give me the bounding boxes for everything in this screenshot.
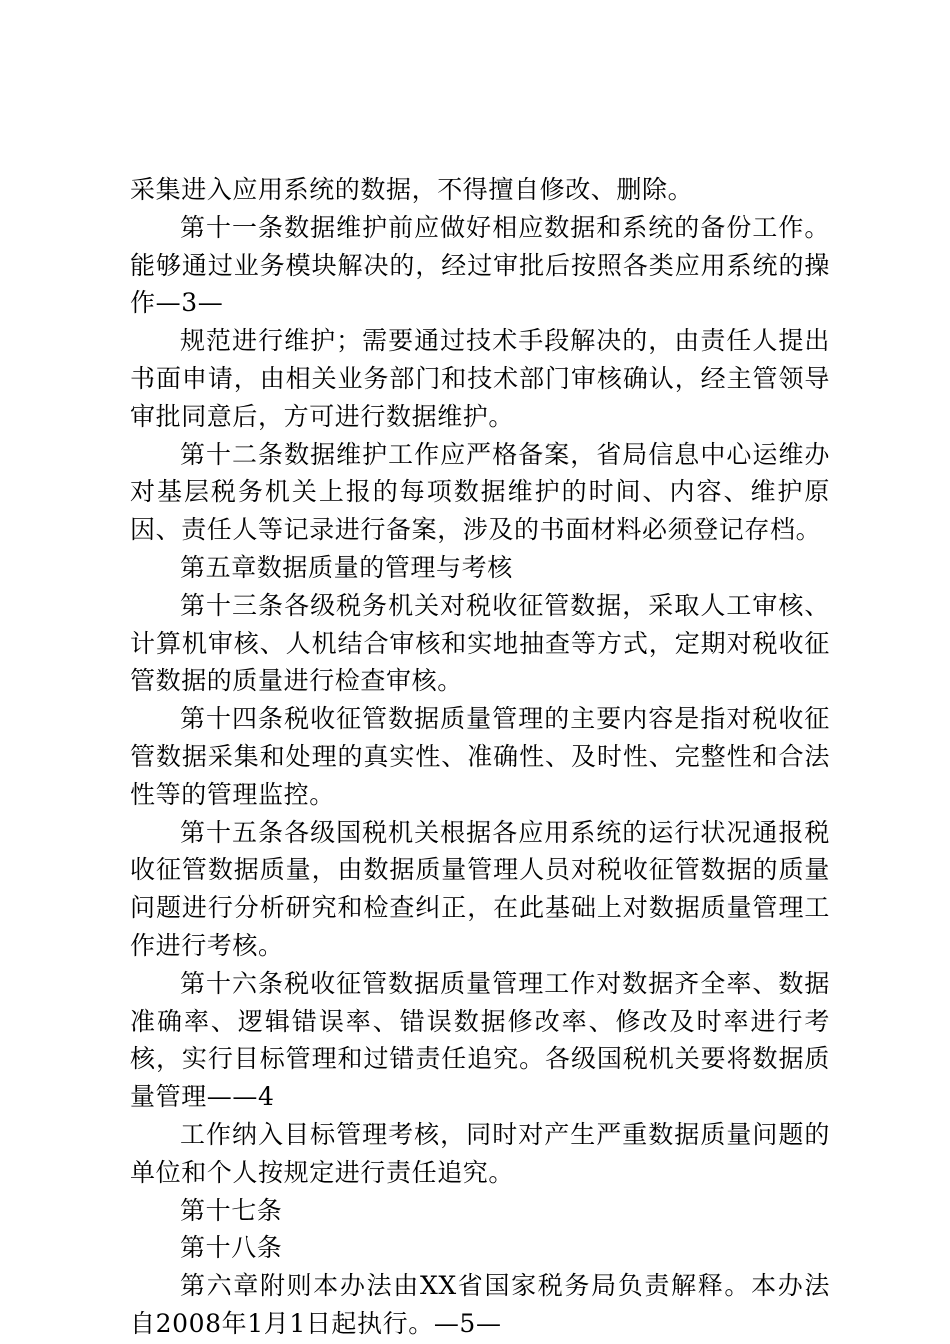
paragraph-article-11: 第十一条数据维护前应做好相应数据和系统的备份工作。能够通过业务模块解决的，经过审批后按照各类应用系统的操作—3— xyxy=(130,212,830,318)
paragraph-maintenance-procedure: 规范进行维护；需要通过技术手段解决的，由责任人提出书面申请，由相关业务部门和技术部门审核确认，经主管领导审批同意后，方可进行数据维护。 xyxy=(130,326,830,431)
paragraph-chapter-6-supplementary: 第六章附则本办法由XX省国家税务局负责解释。本办法自2008年1月1日起执行。—5— xyxy=(130,1271,830,1338)
paragraph-article-13: 第十三条各级税务机关对税收征管数据，采取人工审核、计算机审核、人机结合审核和实地抽查等方式，定期对税收征管数据的质量进行检查审核。 xyxy=(130,590,830,696)
paragraph-article-18: 第十八条 xyxy=(180,1233,283,1263)
paragraph-article-15: 第十五条各级国税机关根据各应用系统的运行状况通报税收征管数据质量，由数据质量管理人员对税收征管数据的质量问题进行分析研究和检查纠正，在此基础上对数据质量管理工作进行考核。 xyxy=(130,817,830,960)
document-body xyxy=(130,171,830,1343)
paragraph-article-16: 第十六条税收征管数据质量管理工作对数据齐全率、数据准确率、逻辑错误率、错误数据修改率、修改及时率进行考核，实行目标管理和过错责任追究。各级国税机关要将数据质量管理——4 xyxy=(130,968,830,1112)
chapter-5-heading: 第五章数据质量的管理与考核 xyxy=(180,552,513,582)
paragraph-data-collection-end: 采集进入应用系统的数据，不得擅自修改、删除。 xyxy=(130,175,694,204)
paragraph-article-17: 第十七条 xyxy=(180,1195,283,1225)
paragraph-accountability: 工作纳入目标管理考核，同时对产生严重数据质量问题的单位和个人按规定进行责任追究。 xyxy=(130,1119,830,1187)
paragraph-article-14: 第十四条税收征管数据质量管理的主要内容是指对税收征管数据采集和处理的真实性、准确性、及时性、完整性和合法性等的管理监控。 xyxy=(130,704,830,809)
paragraph-article-12: 第十二条数据维护工作应严格备案，省局信息中心运维办对基层税务机关上报的每项数据维护的时间、内容、维护原因、责任人等记录进行备案，涉及的书面材料必须登记存档。 xyxy=(130,439,830,545)
